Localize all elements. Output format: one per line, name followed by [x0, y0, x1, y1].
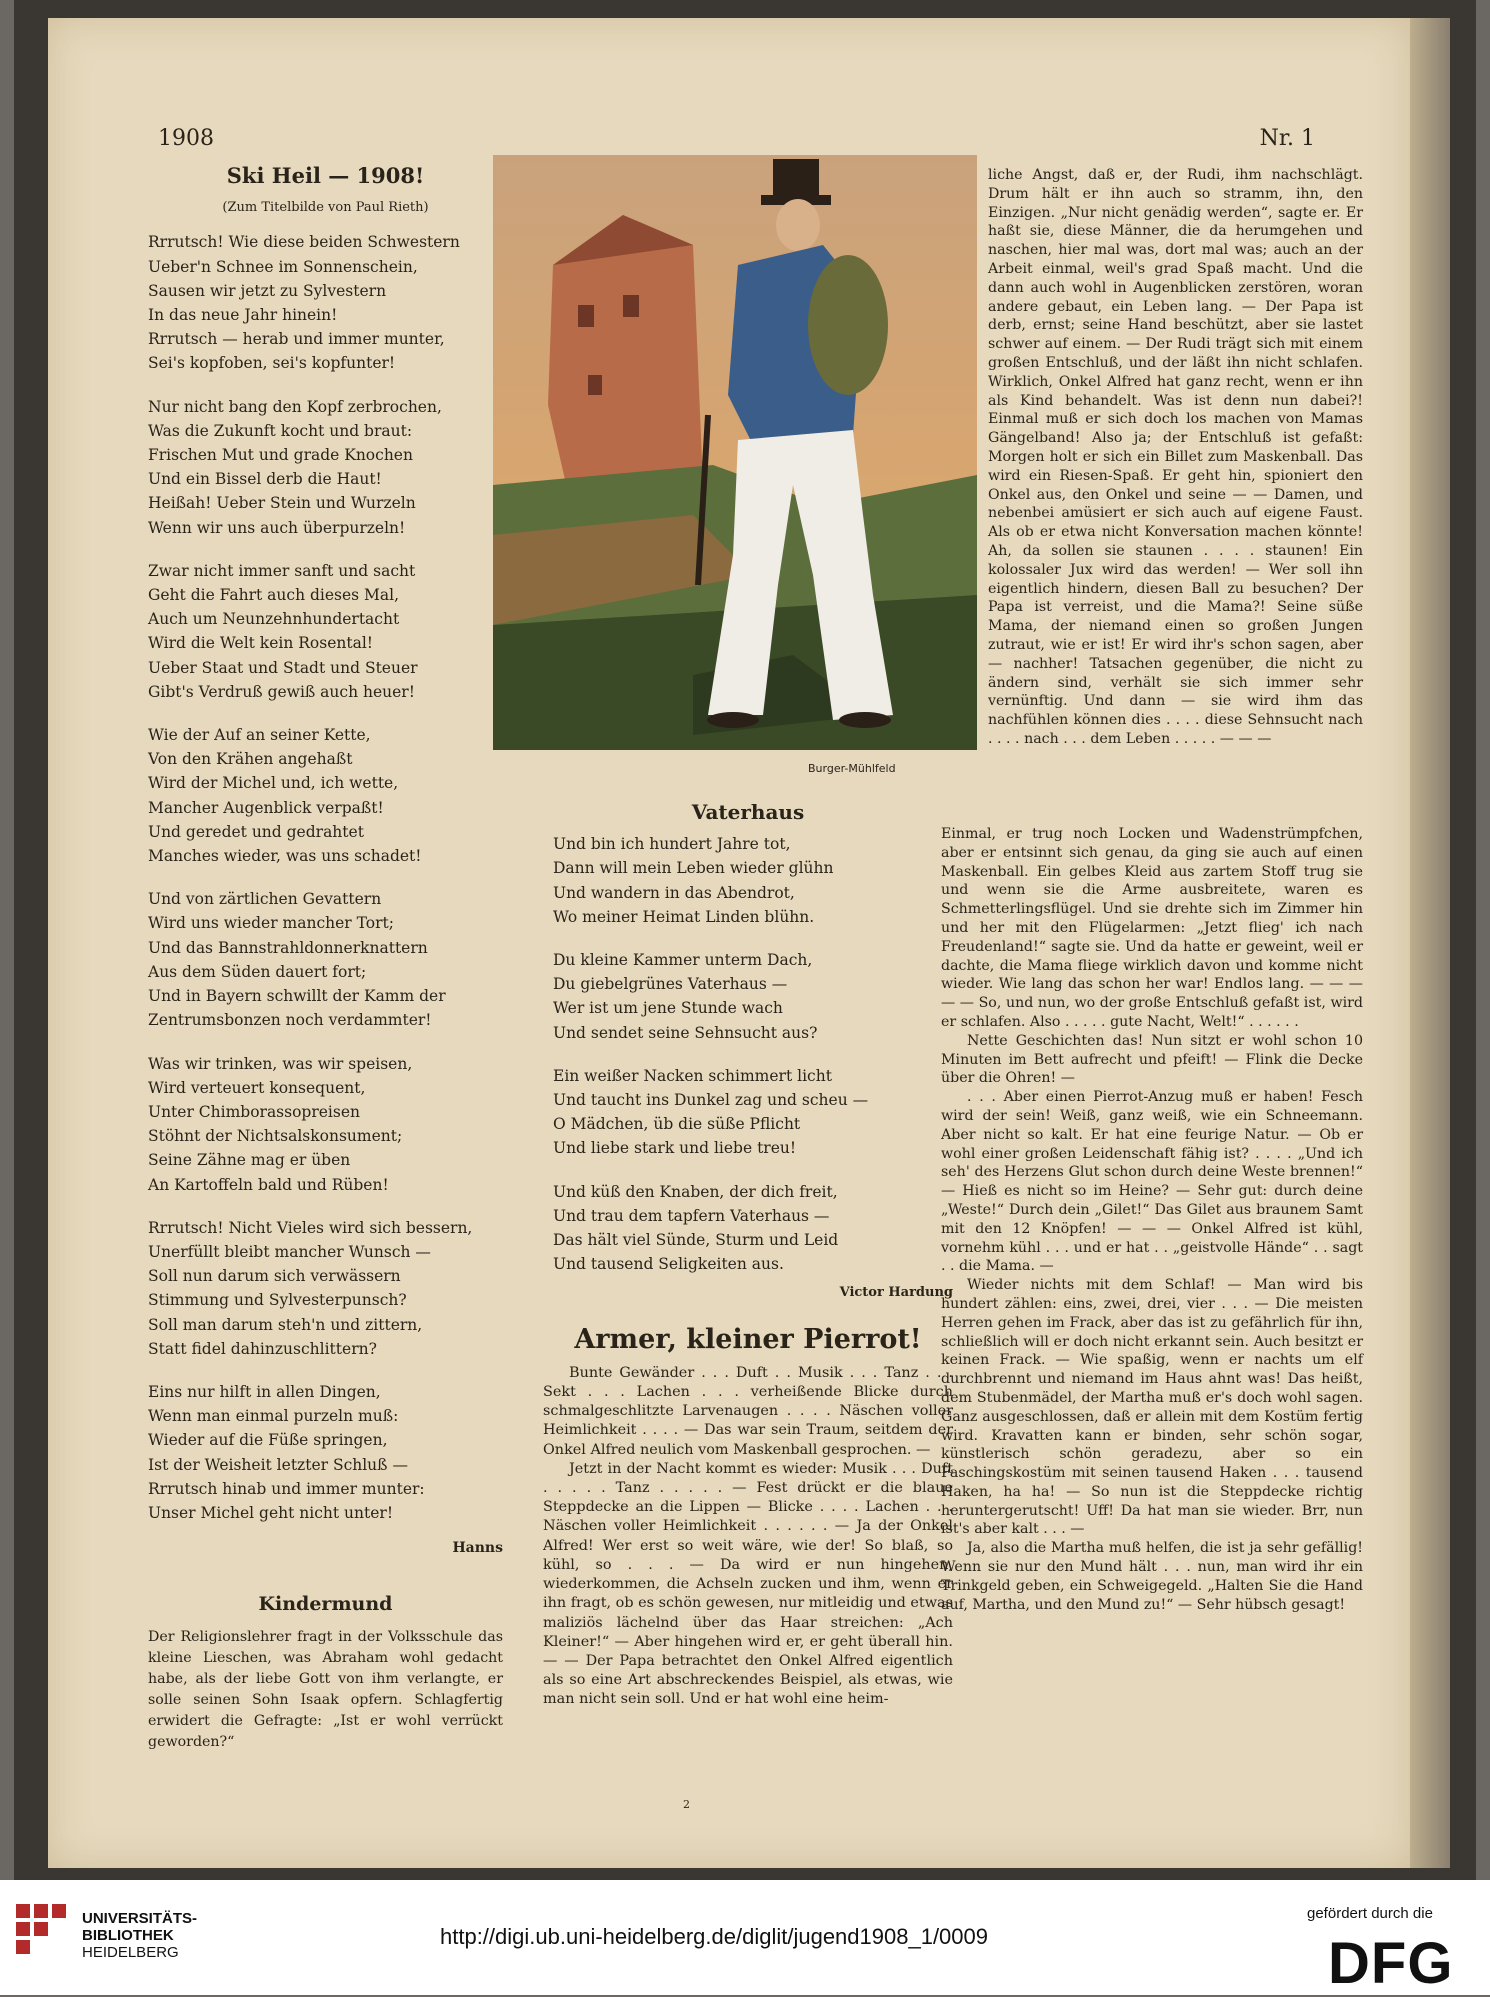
ski-stanza — [148, 1216, 503, 1361]
ski-heil-author: Hanns — [452, 1540, 503, 1557]
ski-line: Unter Chimborassopreisen — [148, 1102, 360, 1121]
ski-line: Rrrutsch — herab und immer munter, — [148, 330, 445, 349]
pierrot-right-2: Nette Geschichten das! Nun sitzt er wohl schon 10 Minuten im Bett aufrecht und pfeift! — Flink die Decke über die Ohren! — — [941, 1032, 1363, 1087]
vaterhaus-author: Victor Hardung — [839, 1285, 953, 1301]
ski-line: Wenn man einmal purzeln muß: — [148, 1407, 399, 1426]
ski-line: Soll nun darum sich verwässern — [148, 1267, 401, 1286]
ski-line: Geht die Fahrt auch dieses Mal, — [148, 586, 400, 605]
ski-line: Wieder auf die Füße springen, — [148, 1431, 388, 1450]
viewer-footer — [0, 1880, 1490, 1995]
header-issue: Nr. 1 — [1259, 126, 1315, 151]
ski-line: Ueber'n Schnee im Sonnenschein, — [148, 257, 418, 276]
ski-line: Von den Krähen angehaßt — [148, 750, 353, 769]
dfg-logo: DFG — [1328, 1931, 1454, 1996]
ski-line: Rrrutsch! Wie diese beiden Schwestern — [148, 233, 460, 252]
journal-page — [48, 18, 1410, 1868]
university-library-logo-icon — [12, 1900, 72, 1960]
ski-line: Rrrutsch! Nicht Vieles wird sich bessern, — [148, 1218, 473, 1237]
illustration-caption: Burger-Mühlfeld — [808, 762, 896, 775]
pierrot-right-5: Ja, also die Martha muß helfen, die ist ja sehr gefällig! Wenn sie nur den Mund hält . . . nun, man wird ihr ein Trinkgeld geben, ein Schweigegeld. „Halten Sie die Hand auf, Martha, und den Mund zu!“ — Sehr hübsch gesagt! — [941, 1540, 1363, 1613]
ski-line: Unerfüllt bleibt mancher Wunsch — — [148, 1242, 431, 1261]
vater-line: Und liebe stark und liebe treu! — [553, 1139, 797, 1158]
ski-line: Aus dem Süden dauert fort; — [148, 962, 367, 981]
library-line-1: UNIVERSITÄTS- — [82, 1910, 198, 1927]
ski-line: Sausen wir jetzt zu Sylvestern — [148, 281, 387, 300]
vater-stanza — [553, 832, 953, 929]
ski-line: Zentrumsbonzen noch verdammter! — [148, 1011, 432, 1030]
ski-line: Mancher Augenblick verpaßt! — [148, 798, 384, 817]
ski-heil-subtitle: (Zum Titelbilde von Paul Rieth) — [222, 200, 429, 216]
ski-line: Nur nicht bang den Kopf zerbrochen, — [148, 397, 442, 416]
ski-line: Und geredet und gedrahtet — [148, 822, 364, 841]
middle-column — [543, 800, 953, 1710]
ski-line: Unser Michel geht nicht unter! — [148, 1503, 394, 1522]
ski-line: Und von zärtlichen Gevattern — [148, 890, 382, 909]
ski-line: Wird die Welt kein Rosental! — [148, 634, 374, 653]
ski-stanza — [148, 887, 503, 1032]
pierrot-paragraph-1: Bunte Gewänder . . . Duft . . Musik . . . Tanz . . . Sekt . . . Lachen . . . verheißende Blicke durch schmalgeschlitzte Larvenaugen . . . . Näschen voller Heimlichkeit . . . . — Das war sein Traum, seitdem der Onkel Alfred neulich vom Maskenball gesprochen. — — [543, 1364, 953, 1458]
vater-line: Du giebelgrünes Vaterhaus — — [553, 975, 788, 994]
ski-line: Wird verteuert konsequent, — [148, 1078, 366, 1097]
library-line-3: HEIDELBERG — [82, 1944, 179, 1961]
ski-line: Manches wieder, was uns schadet! — [148, 847, 422, 866]
ski-line: Sei's kopfoben, sei's kopfunter! — [148, 354, 396, 373]
vater-line: Ein weißer Nacken schimmert licht — [553, 1066, 832, 1085]
pierrot-right-top: liche Angst, daß er, der Rudi, ihm nachschlägt. Drum hält er ihn auch so stramm, ihn, den Einzigen. „Nur nicht genädig werden“, sagte er. Er haßt sie, diese Männer, die da herumgehen und naschen, hier mal was, dort mal was; auch an der Arbeit einmal, weil's grad Spaß macht. Und die dann auch wohl in Augenblicken zerstören, woran andere gebaut, ein Leben lang. — Der Papa ist derb, ernst; seine Hand beschützt, aber sie lastet schwer auf einem. — Der Rudi trägt sich mit einem großen Entschluß, und der läßt ihn nicht schlafen. Wirklich, Onkel Alfred hat ganz recht, wenn er ihn als Kind behandelt. Was ist denn nun dabei?! Einmal muß er sich doch los machen von Mamas Gängelband! Also ja; der Entschluß ist gefaßt: Morgen holt er sich ein Billet zum Maskenball. Das wird ein Riesen-Spaß. Er geht hin, spioniert den Onkel aus, den Onkel und seine — — Damen, und nebenbei amüsiert er sich auch auf eigene Faust. Als ob er etwa nicht Konversation machen könnte! Ah, da sollen sie staunen . . . . staunen! Ein kolossaler Jux wird das werden! — Wer soll ihn eigentlich hindern, diesen Ball zu besuchen? Der Papa ist verreist, und die Mama?! Seine süße Mama, der niemand einen so großen Jungen zutraut, wie er ist! Er wird ihr's schon sagen, aber — nachher! Tatsachen gegenüber, die nicht zu ändern sind, verhält sie sich immer sehr vernünftig. Und dann — sie wird ihm das nachfühlen können dies . . . . diese Sehnsucht nach . . . . nach . . . dem Leben . . . . . — — — — [988, 167, 1363, 747]
ski-heil-poem — [148, 230, 503, 1525]
ski-stanza — [148, 723, 503, 868]
university-library-name — [82, 1910, 197, 1961]
left-column — [148, 164, 503, 1753]
ski-line: Soll man darum steh'n und zittern, — [148, 1315, 423, 1334]
pierrot-right-3: . . . Aber einen Pierrot-Anzug muß er haben! Fesch wird der sein! Weiß, ganz weiß, wie ein Schneemann. Aber nicht so kalt. Er hat eine feurige Natur. — Ob er wohl einer großen Leidenschaft fähig ist? . . . . „Und ich seh' des Herzens Glut schon durch deine Weste brennen!“ — Hieß es nicht so im Heine? — Sehr gut: durch deine „Weste!“ Durch dein „Gilet!“ Das Gilet aus braunem Samt mit den 12 Knöpfen! — — — Onkel Alfred ist kühl, vornehm kühl . . . und er hat . . „geistvolle Hände“ . . sagt . . die Mama. — — [941, 1089, 1363, 1275]
kindermund-title: Kindermund — [258, 1593, 393, 1616]
ski-line: Frischen Mut und grade Knochen — [148, 446, 413, 465]
ski-line: An Kartoffeln bald und Rüben! — [148, 1175, 389, 1194]
ski-stanza — [148, 559, 503, 704]
vater-line: Wer ist um jene Stunde wach — [553, 999, 783, 1018]
pierrot-right-1: Einmal, er trug noch Locken und Wadenstrümpfchen, aber er entsinnt sich genau, da ging sie auch auf einen Maskenball. Ein gelbes Kleid aus zartem Stoff trug sie und wenn sie die Arme ausbreitete, waren es Schmetterlingsflügel. Und sie drehte sich im Zimmer hin und her mit den Flügelarmen: „Jetzt flieg' ich nach Freudenland!“ sagte sie. Und da hatte er geweint, weil er dachte, die Mama fliege wirklich davon und komme nicht wieder. Wie lang das schon her war! Endlos lang. — — — — — So, und nun, wo der große Entschluß gefaßt ist, wird er schlafen. Also . . . . . gute Nacht, Welt!“ . . . . . . — [941, 826, 1363, 1030]
ski-stanza — [148, 1380, 503, 1525]
funding-label: gefördert durch die — [1307, 1905, 1433, 1922]
ski-line: Gibt's Verdruß gewiß auch heuer! — [148, 682, 415, 701]
ski-line: Rrrutsch hinab und immer munter: — [148, 1479, 425, 1498]
ski-line: Auch um Neunzehnhundertacht — [148, 610, 400, 629]
illustration — [493, 155, 977, 750]
ski-line: Und in Bayern schwillt der Kamm der — [148, 987, 446, 1006]
ski-stanza — [148, 1052, 503, 1197]
vater-line: Und bin ich hundert Jahre tot, — [553, 835, 791, 854]
ski-line: Stimmung und Sylvesterpunsch? — [148, 1291, 407, 1310]
ski-line: In das neue Jahr hinein! — [148, 306, 338, 325]
ski-line: Wenn wir uns auch überpurzeln! — [148, 518, 406, 537]
page-number: 2 — [683, 1798, 690, 1811]
ski-line: Ist der Weisheit letzter Schluß — — [148, 1455, 408, 1474]
vater-line: Wo meiner Heimat Linden blühn. — [553, 907, 815, 926]
ski-line: Wie der Auf an seiner Kette, — [148, 726, 371, 745]
ski-line: Wird uns wieder mancher Tort; — [148, 914, 394, 933]
ski-line: Und das Bannstrahldonnerknattern — [148, 938, 428, 957]
vater-line: Und tausend Seligkeiten aus. — [553, 1255, 784, 1274]
right-column-bottom — [941, 825, 1363, 1614]
vater-line: O Mädchen, üb die süße Pflicht — [553, 1115, 801, 1134]
library-line-2: BIBLIOTHEK — [82, 1927, 174, 1944]
ski-line: Was wir trinken, was wir speisen, — [148, 1054, 413, 1073]
vater-line: Und sendet seine Sehnsucht aus? — [553, 1023, 818, 1042]
header-year: 1908 — [158, 126, 214, 151]
vater-line: Das hält viel Sünde, Sturm und Leid — [553, 1231, 839, 1250]
vater-line: Und trau dem tapfern Vaterhaus — — [553, 1206, 830, 1225]
ski-stanza — [148, 230, 503, 375]
ski-line: Stöhnt der Nichtsalskonsument; — [148, 1127, 403, 1146]
vater-stanza — [553, 1064, 953, 1161]
right-column-top — [988, 166, 1363, 749]
pierrot-right-4: Wieder nichts mit dem Schlaf! — Man wird bis hundert zählen: eins, zwei, drei, vier . . . — Die meisten Herren gehen im Frack, aber das ist zu gefährlich für ihn, schließlich will er doch nicht erkannt sein. Auch besitzt er keinen Frack. — Wie spaßig, wenn er nachts um elf durchbrennt und niemand im Haus ahnt was! Das heißt, dem Stubenmädel, der Martha muß er's doch wohl sagen. Ganz ausgeschlossen, daß er allein mit dem Kostüm fertig wird. Kravatten kann er binden, sehr schön sogar, künstlerisch schön geradezu, aber so ein Faschingskostüm mit seinen tausend Haken . . . tausend Haken, ha ha! — So nun ist die Steppdecke richtig heruntergerutscht! Uff! Da hat man sie wieder. Brr, nun ist's aber kalt . . . — — [941, 1277, 1363, 1538]
ski-line: Was die Zukunft kocht und braut: — [148, 421, 413, 440]
permalink-url[interactable]: http://digi.ub.uni-heidelberg.de/diglit/jugend1908_1/0009 — [440, 1924, 988, 1949]
hiker-illustration — [493, 155, 977, 750]
vater-line: Und taucht ins Dunkel zag und scheu — — [553, 1091, 869, 1110]
ski-line: Heißah! Ueber Stein und Wurzeln — [148, 494, 416, 513]
pierrot-title: Armer, kleiner Pierrot! — [574, 1323, 922, 1355]
vater-line: Du kleine Kammer unterm Dach, — [553, 951, 813, 970]
ski-heil-title: Ski Heil — 1908! — [226, 163, 425, 188]
vater-line: Dann will mein Leben wieder glühn — [553, 859, 834, 878]
ski-line: Zwar nicht immer sanft und sacht — [148, 561, 416, 580]
vaterhaus-poem — [543, 832, 953, 1276]
kindermund-text: Der Religionslehrer fragt in der Volksschule das kleine Lieschen, was Abraham wohl gedacht habe, als der liebe Gott von ihm verlangte, er solle seinen Sohn Isaak opfern. Schlagfertig erwidert die Gefragte: „Ist er wohl verrückt geworden?“ — [148, 1628, 503, 1750]
vater-stanza — [553, 948, 953, 1045]
vaterhaus-title: Vaterhaus — [691, 800, 805, 824]
ski-stanza — [148, 395, 503, 540]
ski-line: Statt fidel dahinzuschlittern? — [148, 1339, 377, 1358]
vater-line: Und wandern in das Abendrot, — [553, 883, 795, 902]
ski-line: Eins nur hilft in allen Dingen, — [148, 1382, 381, 1401]
pierrot-paragraph-2: Jetzt in der Nacht kommt es wieder: Musik . . . Duft . . . . . Tanz . . . . . — Fest drückt er die blaue Steppdecke an die Lippen — Blicke . . . . Lachen . . . Näschen voller Heimlichkeit . . . . . . — Ja der Onkel Alfred! Wer erst so weit wäre, wie der! So blaß, so kühl, so . . . — Da wird er nun hingehen, wiederkommen, die Achseln zucken und ihm, wenn er ihn fragt, ob es schön gewesen, nur mitleidig und etwas maliziös lächelnd über das Haar streichen: „Ach Kleiner!“ — Aber hingehen wird er, er geht überall hin. — — Der Papa betrachtet den Onkel Alfred eigentlich als so eine Art abschreckendes Beispiel, als etwas, wie man nicht sein soll. Und er hat wohl eine heim- — [543, 1460, 953, 1708]
vater-line: Und küß den Knaben, der dich freit, — [553, 1182, 838, 1201]
ski-line: Seine Zähne mag er üben — [148, 1151, 351, 1170]
ski-line: Ueber Staat und Stadt und Steuer — [148, 658, 418, 677]
ski-line: Und ein Bissel derb die Haut! — [148, 470, 382, 489]
vater-stanza — [553, 1180, 953, 1277]
ski-line: Wird der Michel und, ich wette, — [148, 774, 399, 793]
